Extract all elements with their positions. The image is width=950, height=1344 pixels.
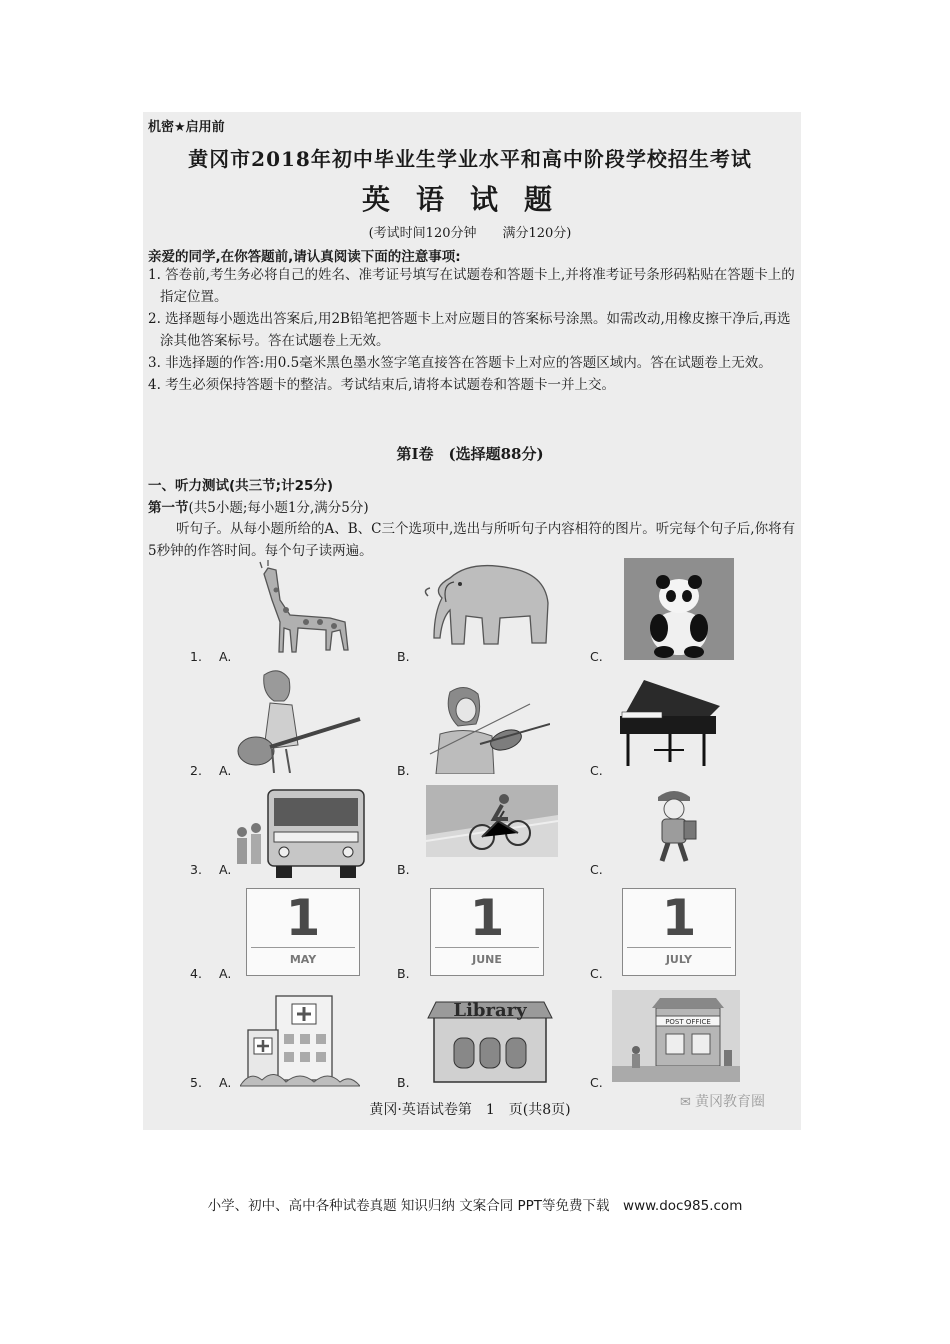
calendar-month: JUNE — [472, 953, 502, 966]
watermark — [680, 1091, 765, 1111]
post-office-sign: POST OFFICE — [665, 1018, 711, 1026]
calendar-day: 1 — [661, 889, 697, 947]
notice-list — [148, 264, 798, 396]
confidential-mark: 机密★启用前 — [148, 120, 225, 135]
calendar-month: MAY — [289, 953, 317, 966]
exam-title: 黄冈市2018年初中毕业生学业水平和高中阶段学校招生考试 — [188, 147, 752, 171]
walking-boy-icon — [644, 783, 706, 865]
question-number: 1. — [190, 649, 202, 664]
calendar-day: 1 — [469, 889, 505, 947]
notice-item: 2. 选择题每小题选出答案后,用2B铅笔把答题卡上对应题目的答案标号涂黑。如需改动,用橡皮擦干净后,再选涂其他答案标号。答在试题卷上无效。 — [148, 311, 791, 349]
download-banner: 小学、初中、高中各种试卷真题 知识归纳 文案合同 PPT等免费下载 www.doc985.com — [207, 1198, 743, 1214]
option-b-label: B. — [397, 966, 410, 981]
option-b-label: B. — [397, 1075, 410, 1090]
calendar-icon — [622, 888, 736, 976]
part-label: 第一节 — [148, 500, 189, 516]
cyclist-icon — [426, 785, 558, 857]
notice-item: 4. 考生必须保持答题卡的整洁。考试结束后,请将本试题卷和答题卡一并上交。 — [148, 377, 615, 393]
question-number: 5. — [190, 1075, 202, 1090]
school-bus-icon — [232, 782, 372, 880]
option-c-label: C. — [590, 649, 603, 664]
instructions: 听句子。从每小题所给的A、B、C三个选项中,选出与所听句子内容相符的图片。听完每个句子后,你将有5秒钟的作答时间。每个句子读两遍。 — [148, 521, 796, 559]
option-a-label: A. — [219, 862, 232, 877]
question-number: 4. — [190, 966, 202, 981]
option-a-label: A. — [219, 763, 232, 778]
notice-heading: 亲爱的同学,在你答题前,请认真阅读下面的注意事项: — [148, 249, 461, 265]
calendar-day: 1 — [285, 889, 321, 947]
hospital-icon — [240, 990, 360, 1088]
calendar-icon — [246, 888, 360, 976]
section-heading: 一、听力测试(共三节;计25分) — [148, 478, 334, 494]
option-a-label: A. — [219, 1075, 232, 1090]
calendar-icon — [430, 888, 544, 976]
piano-icon — [614, 676, 726, 772]
calendar-month: JULY — [665, 953, 693, 966]
giraffe-icon — [250, 560, 355, 658]
option-c-label: C. — [590, 763, 603, 778]
panda-icon — [624, 558, 734, 660]
library-icon — [424, 994, 556, 1086]
option-b-label: B. — [397, 649, 410, 664]
option-c-label: C. — [590, 966, 603, 981]
part-detail: (共5小题;每小题1分,满分5分) — [188, 500, 369, 516]
time-info: (考试时间120分钟 满分120分) — [368, 226, 572, 241]
option-c-label: C. — [590, 862, 603, 877]
watermark-text: 黄冈教育圈 — [695, 1094, 766, 1110]
violin-player-icon — [410, 684, 550, 774]
option-a-label: A. — [219, 966, 232, 981]
library-sign: Library — [453, 1000, 527, 1021]
option-c-label: C. — [590, 1075, 603, 1090]
option-a-label: A. — [219, 649, 232, 664]
chat-icon: ✉ — [680, 1095, 696, 1110]
notice-item: 1. 答卷前,考生务必将自己的姓名、准考证号填写在试题卷和答题卡上,并将准考证号条形码粘贴在答题卡上的指定位置。 — [148, 267, 795, 305]
notice-item: 3. 非选择题的作答:用0.5毫米黑色墨水签字笔直接答在答题卡上对应的答题区域内。答在试题卷上无效。 — [148, 355, 772, 371]
volume-title: 第Ⅰ卷 (选择题88分) — [396, 445, 544, 463]
post-office-icon — [612, 990, 740, 1082]
option-b-label: B. — [397, 763, 410, 778]
guitar-player-icon — [234, 665, 364, 773]
elephant-icon — [420, 558, 558, 650]
question-number: 3. — [190, 862, 202, 877]
question-number: 2. — [190, 763, 202, 778]
subject-title: 英语试题 — [361, 183, 578, 216]
part-heading — [148, 496, 369, 516]
option-b-label: B. — [397, 862, 410, 877]
page-footer: 黄冈·英语试卷第 1 页(共8页) — [369, 1102, 571, 1118]
